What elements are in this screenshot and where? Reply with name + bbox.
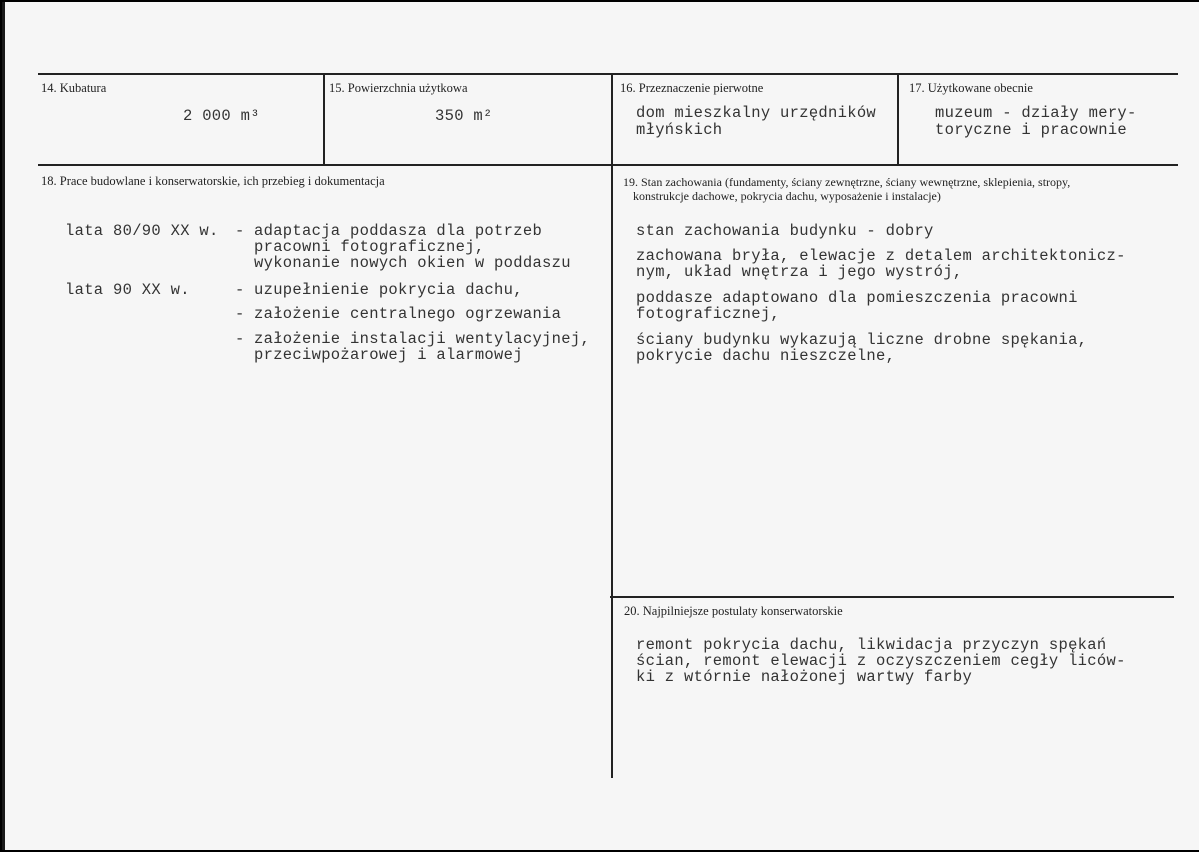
field-18-entry-2-date: lata 90 XX w.: [65, 281, 190, 299]
list-dash: -: [235, 281, 245, 299]
rule-row1-bottom: [38, 164, 1178, 166]
field-20-line-2: ścian, remont elewacji z oczyszczeniem cegły liców-: [636, 652, 1126, 670]
list-dash: -: [235, 305, 245, 323]
field-16-label: 16. Przeznaczenie pierwotne: [620, 81, 764, 95]
rule-field20-top: [610, 596, 1174, 598]
field-19-para-4-line-1: ściany budynku wykazują liczne drobne spękania,: [636, 331, 1088, 349]
field-19-para-2-line-2: nym, układ wnętrza i jego wystrój,: [636, 263, 963, 281]
field-18-entry-2-item-1: uzupełnienie pokrycia dachu,: [254, 281, 523, 299]
field-20-line-1: remont pokrycia dachu, likwidacja przyczyn spękań: [636, 636, 1107, 654]
field-17-line-1: muzeum - działy mery-: [935, 104, 1137, 122]
field-18-entry-2-item-3-line-1: założenie instalacji wentylacyjnej,: [254, 330, 591, 348]
field-15-label: 15. Powierzchnia użytkowa: [329, 81, 468, 95]
field-17-line-2: toryczne i pracownie: [935, 121, 1128, 139]
field-19-para-4-line-2: pokrycie dachu nieszczelne,: [636, 347, 896, 365]
field-19-para-2-line-1: zachowana bryła, elewacje z detalem architektonicz-: [636, 247, 1126, 265]
field-18-entry-1-item-1-line-1: adaptacja poddasza dla potrzeb: [254, 222, 543, 240]
field-18-label: 18. Prace budowlane i konserwatorskie, ich przebieg i dokumentacja: [41, 174, 385, 188]
field-16-line-1: dom mieszkalny urzędników: [636, 104, 877, 122]
rule-v2: [611, 73, 613, 778]
field-19-label-line-1: 19. Stan zachowania (fundamenty, ściany zewnętrzne, ściany wewnętrzne, sklepienia, stropy,: [623, 175, 1071, 189]
document-sheet: [2, 2, 1199, 850]
field-20-label: 20. Najpilniejsze postulaty konserwatorskie: [624, 604, 843, 618]
field-19-para-3-line-2: fotograficznej,: [636, 305, 781, 323]
field-18-entry-1-item-1-line-3: wykonanie nowych okien w poddaszu: [254, 254, 571, 272]
field-19-label-line-2: konstrukcje dachowe, pokrycia dachu, wyposażenie i instalacje): [633, 189, 941, 203]
field-14-value: 2 000 m³: [183, 107, 260, 125]
field-18-entry-2-item-2: założenie centralnego ogrzewania: [254, 305, 562, 323]
rule-v1: [323, 73, 325, 166]
field-14-label: 14. Kubatura: [41, 81, 107, 95]
field-20-line-3: ki z wtórnie nałożonej wartwy farby: [636, 668, 973, 686]
list-dash: -: [235, 222, 245, 240]
rule-top: [38, 73, 1178, 75]
field-18-entry-1-date: lata 80/90 XX w.: [65, 222, 219, 240]
field-16-line-2: młyńskich: [636, 121, 723, 139]
list-dash: -: [235, 330, 245, 348]
field-17-label: 17. Użytkowane obecnie: [909, 81, 1033, 95]
rule-v3: [897, 73, 899, 166]
field-19-para-1-line-1: stan zachowania budynku - dobry: [636, 222, 934, 240]
field-18-entry-1-item-1-line-2: pracowni fotograficznej,: [254, 238, 485, 256]
field-19-para-3-line-1: poddasze adaptowano dla pomieszczenia pracowni: [636, 289, 1078, 307]
field-18-entry-2-item-3-line-2: przeciwpożarowej i alarmowej: [254, 346, 523, 364]
field-15-value: 350 m²: [435, 107, 493, 125]
